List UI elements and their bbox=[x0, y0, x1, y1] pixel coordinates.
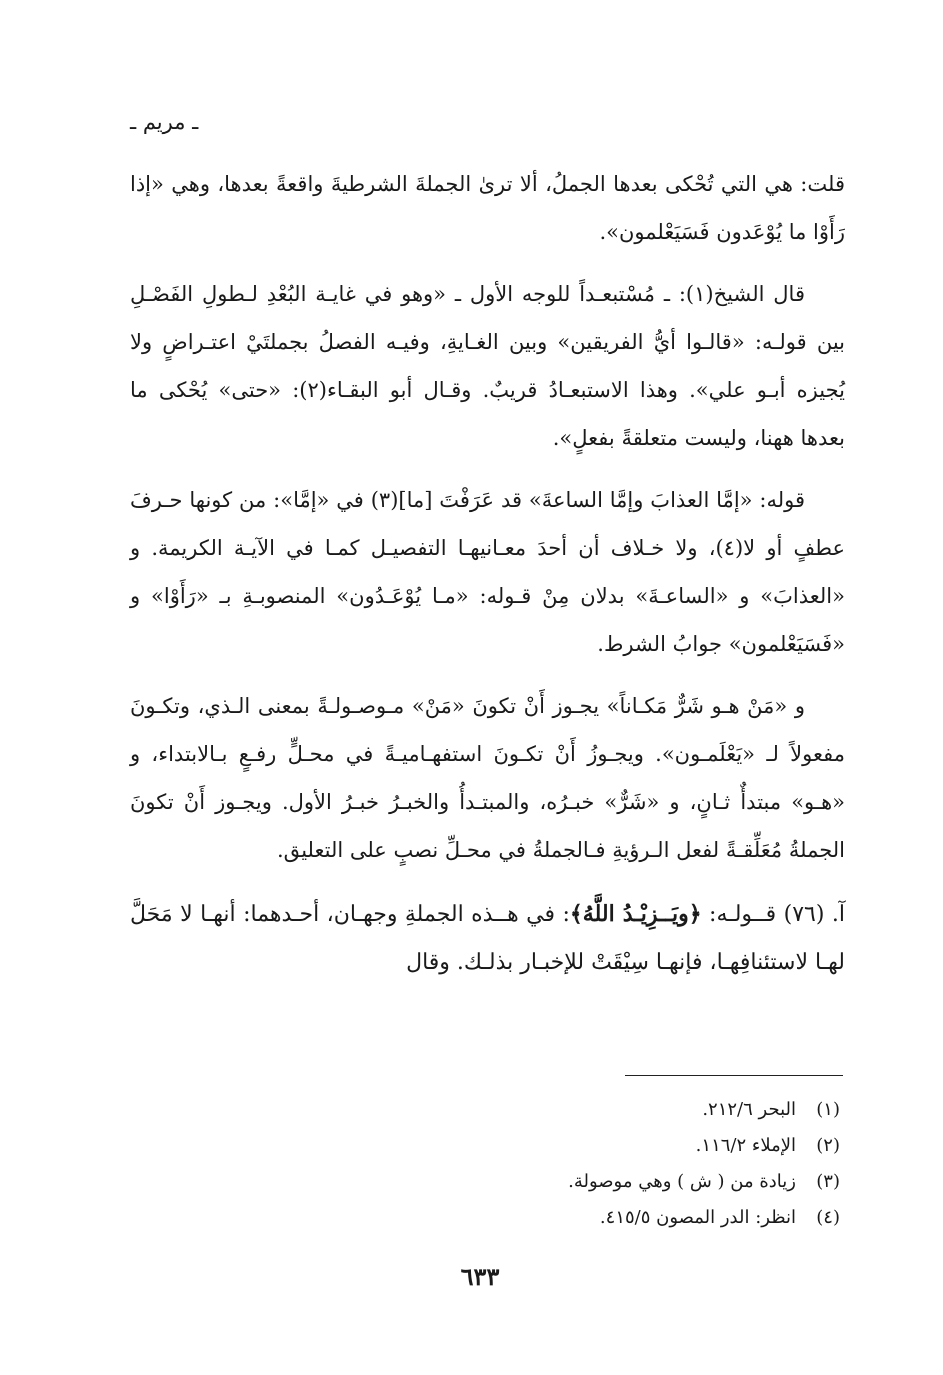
footnote bbox=[380, 1200, 840, 1236]
footnote-text: زيادة من ( ش ) وهي موصولة. bbox=[568, 1171, 796, 1192]
verse-paragraph bbox=[130, 890, 845, 987]
quran-quote: ﴿ويَــزِيْـدُ اللَّهُ﴾ bbox=[569, 901, 702, 927]
running-header: ـ مريم ـ bbox=[130, 110, 199, 134]
footnote-number: (٤) bbox=[816, 1207, 840, 1228]
footnote-text: الإملاء ١١٦/٢. bbox=[695, 1135, 796, 1156]
footnote bbox=[380, 1164, 840, 1200]
footnote bbox=[380, 1128, 840, 1164]
footnote-number: (١) bbox=[816, 1099, 840, 1120]
paragraph: قال الشيخ(١): ـ مُسْتبعـداً للوجه الأول ـ «وهو في غايـة البُعْدِ لـطولِ الفَصْـلِ بين قولـه: «قالـوا أيُّ الفريقين» وبين الغـايةِ، وفيـه الفصلُ بجملتَيْ اعتـراضٍ ولا يُجيزه أبـو علي». وهذا الاستبعـادُ قريبٌ. وقـال أبو البقـاء(٢): «حتى» يُحْكى ما بعدها ههنا، وليست متعلقةً بفعلٍ». bbox=[130, 282, 845, 450]
footnote-divider bbox=[625, 1075, 843, 1076]
footnote-number: (٣) bbox=[816, 1171, 840, 1192]
verse-prefix: آ. (٧٦) قــولـه: bbox=[701, 902, 846, 927]
footnote bbox=[380, 1092, 840, 1128]
page-number: ٦٣٣ bbox=[460, 1262, 500, 1291]
footnote-text: انظر: الدر المصون ٤١٥/٥. bbox=[599, 1207, 796, 1228]
main-text bbox=[130, 160, 845, 1001]
footnotes bbox=[380, 1092, 840, 1236]
verse-commentary: : في هــذه الجملةِ وجهـان، أحـدهما: أنهـا لا مَحَلَّ لهـا لاستئنافِهـا، فإنهـا سِيْقَتْ للإخبـار بذلـك. وقال bbox=[130, 902, 845, 975]
footnote-text: البحر ٢١٢/٦. bbox=[702, 1099, 796, 1120]
paragraph: قوله: «إمَّا العذابَ وإمَّا الساعةَ» قد عَرَفْتَ [ما](٣) في «إمَّا»: من كونها حـرفَ عطفٍ أو لا(٤)، ولا خـلاف أن أحدَ معـانيهـا التفصيـل كمـا في الآيـة الكريمة. و «العذابَ» و «الساعـةَ» بدلان مِنْ قـوله: «مـا يُوْعَـدُون» المنصوبـةِ بـ «رَأَوْا» و «فَسَيَعْلمون» جوابُ الشرط. bbox=[130, 488, 845, 656]
paragraph: قلت: هي التي تُحْكى بعدها الجملُ، ألا ترىٰ الجملةَ الشرطيةَ واقعةً بعدها، وهي «إذا رَأَوْا ما يُوْعَدون فَسَيَعْلمون». bbox=[130, 172, 845, 244]
paragraph: و «مَنْ هـو شَرٌّ مَكـاناً» يجـوز أَنْ تكونَ «مَنْ» مـوصـولـةً بمعنى الـذي، وتكـونَ مفعولاً لـ «يَعْلَمـون». ويجـوزُ أَنْ تكـونَ استفهـاميـةً في محـلٍّ رفـعٍ بـالابتداء، و «هـو» مبتدأٌ ثـانٍ، و «شَرٌّ» خبـرُه، والمبتـدأُ والخبـرُ خبـرُ الأول. ويجـوز أَنْ تكونَ الجملةُ مُعَلِّقـةً لفعل الـرؤيةِ فـالجملةُ في محـلِّ نصبٍ على التعليق. bbox=[130, 694, 845, 862]
footnote-number: (٢) bbox=[816, 1135, 840, 1156]
